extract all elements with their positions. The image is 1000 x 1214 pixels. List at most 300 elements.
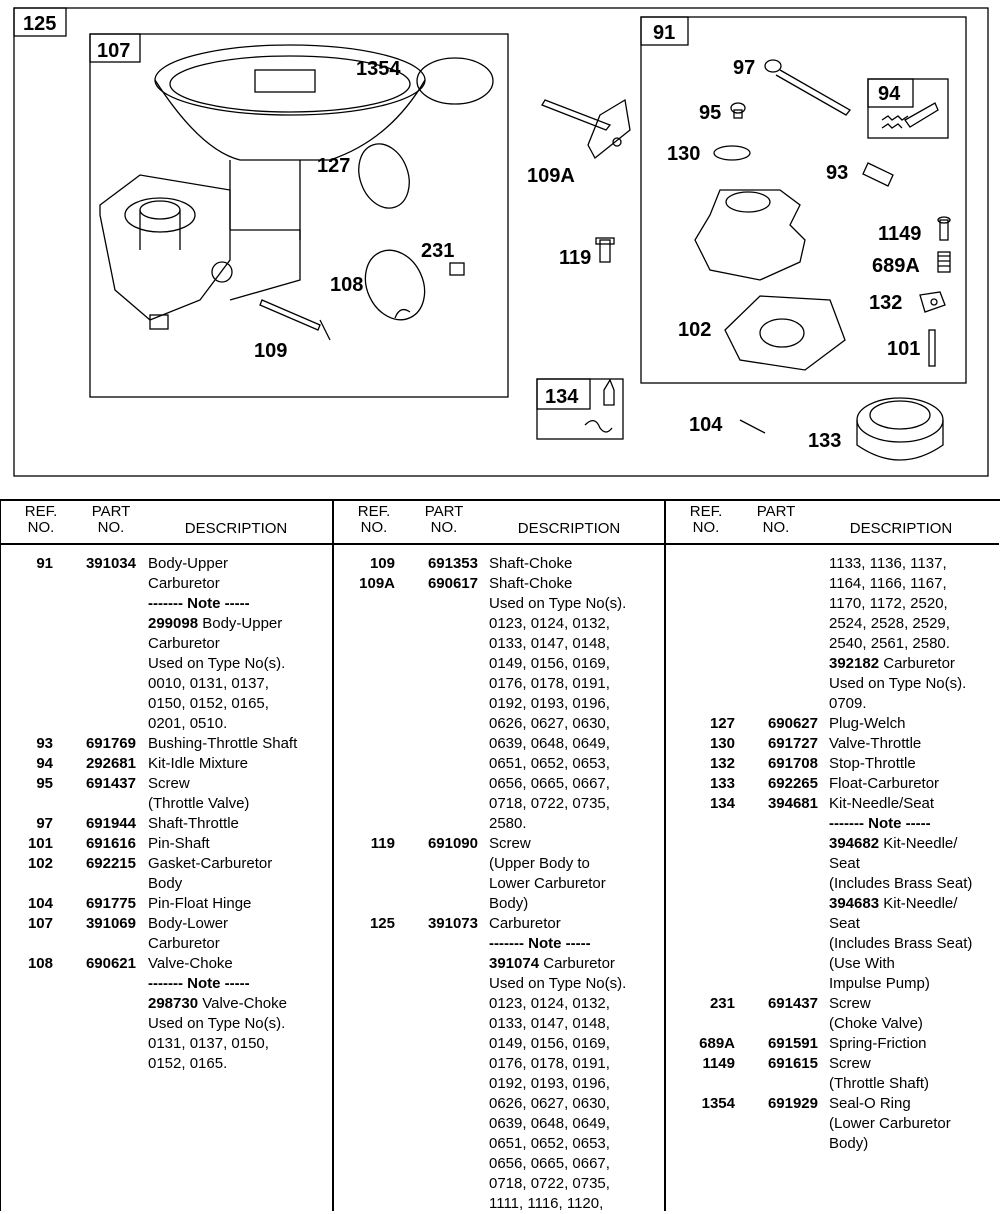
description-text: 0651, 0652, 0653,	[489, 755, 610, 772]
description-text: 0639, 0648, 0649,	[489, 735, 610, 752]
header-description: DESCRIPTION	[517, 520, 621, 537]
header-description: DESCRIPTION	[849, 520, 953, 537]
description-line	[489, 754, 610, 774]
description-text: Seat	[829, 915, 860, 932]
part-no: 692215	[85, 855, 136, 872]
description-text: Body-Upper	[148, 555, 229, 572]
callout-102: 102	[678, 319, 712, 341]
description-text: 2540, 2561, 2580.	[829, 635, 950, 652]
description-text: Carburetor	[148, 635, 220, 652]
part-no: 690621	[85, 955, 136, 972]
table-row	[334, 834, 664, 914]
description-line	[148, 634, 220, 654]
description-line	[148, 774, 190, 794]
description-text: 0201, 0510.	[148, 715, 228, 732]
description-text: (Throttle Shaft)	[829, 1075, 930, 1092]
assembly-125-frame	[14, 8, 988, 476]
description-line	[148, 954, 233, 974]
ref-no: 104	[27, 895, 53, 912]
callout-109a: 109A	[527, 165, 575, 187]
header-ref-no: REF. NO.	[689, 503, 723, 536]
description-text: Used on Type No(s).	[148, 655, 286, 672]
description-text: Carburetor	[148, 935, 220, 952]
description-text: 0626, 0627, 0630,	[489, 1095, 610, 1112]
description-text: 0718, 0722, 0735,	[489, 795, 610, 812]
description-text: Body)	[489, 895, 529, 912]
description-text: 0133, 0147, 0148,	[489, 1015, 610, 1032]
part-no: 691616	[85, 835, 136, 852]
table-row	[334, 914, 664, 1214]
ref-no: 91	[36, 555, 53, 572]
description-line	[489, 1154, 610, 1174]
description-line	[148, 614, 282, 634]
description-line	[489, 954, 615, 974]
column-header	[1, 501, 332, 545]
part-no: 691944	[85, 815, 136, 832]
part-no: 391034	[85, 555, 136, 572]
description-text: 0718, 0722, 0735,	[489, 1175, 610, 1192]
part-no: 691591	[767, 1035, 818, 1052]
description-text: Used on Type No(s).	[148, 1015, 286, 1032]
parts-column-2	[334, 501, 666, 1211]
part-no: 690627	[767, 715, 818, 732]
table-row	[666, 774, 999, 794]
description-text: 0123, 0124, 0132,	[489, 995, 610, 1012]
callout-133: 133	[808, 430, 842, 452]
callout-134: 134	[545, 386, 579, 408]
part-no: 391069	[85, 915, 136, 932]
description-line	[489, 974, 626, 994]
description-text: Used on Type No(s).	[489, 595, 627, 612]
table-row	[1, 774, 332, 814]
description-line	[148, 1054, 227, 1074]
part-no: 691437	[767, 995, 818, 1012]
description-line	[489, 1054, 610, 1074]
table-row	[666, 554, 999, 714]
description-line	[829, 814, 931, 834]
header-description: DESCRIPTION	[184, 520, 288, 537]
description-text: 0626, 0627, 0630,	[489, 715, 610, 732]
description-line	[148, 654, 285, 674]
description-line	[148, 754, 248, 774]
description-text: 0152, 0165.	[148, 1055, 228, 1072]
description-text: Kit-Idle Mixture	[148, 755, 249, 772]
description-line	[489, 934, 591, 954]
description-line	[829, 854, 860, 874]
ref-no: 134	[709, 795, 735, 812]
description-line	[148, 974, 250, 994]
description-text: (Includes Brass Seat)	[829, 935, 973, 952]
description-line	[829, 754, 916, 774]
table-row	[666, 794, 999, 994]
description-line	[489, 594, 626, 614]
screw-throttle-shaft-part	[938, 217, 950, 240]
description-line	[829, 1054, 871, 1074]
description-text: Kit-Needle/	[879, 895, 958, 912]
ref-no: 132	[709, 755, 735, 772]
description-text: Plug-Welch	[829, 715, 906, 732]
description-line	[148, 874, 182, 894]
table-row	[1, 814, 332, 834]
ref-no: 689A	[699, 1035, 735, 1052]
ref-no: 109	[369, 555, 395, 572]
description-text: Stop-Throttle	[829, 755, 916, 772]
description-text: Screw	[489, 835, 531, 852]
callout-127: 127	[317, 155, 351, 177]
description-line	[829, 554, 947, 574]
description-text: (Choke Valve)	[829, 1015, 923, 1032]
callout-94: 94	[878, 83, 901, 105]
description-line	[829, 714, 905, 734]
description-line	[489, 854, 590, 874]
header-ref-no: REF. NO.	[24, 503, 58, 536]
description-text: 0656, 0665, 0667,	[489, 1155, 610, 1172]
exploded-parts-diagram	[0, 0, 1000, 490]
description-text: Carburetor	[879, 655, 955, 672]
description-text: Spring-Friction	[829, 1035, 927, 1052]
description-text: Valve-Throttle	[829, 735, 922, 752]
ref-no: 95	[36, 775, 53, 792]
bold-part-ref: 298730	[148, 995, 199, 1012]
description-line	[489, 834, 531, 854]
choke-shaft-109a-part	[542, 100, 630, 158]
choke-shaft-part	[260, 300, 330, 340]
table-row	[666, 1094, 999, 1154]
description-line	[489, 694, 610, 714]
description-line	[829, 674, 966, 694]
description-line	[829, 934, 972, 954]
description-line	[829, 834, 957, 854]
part-no: 691929	[767, 1095, 818, 1112]
description-text: Kit-Needle/	[879, 835, 958, 852]
description-text: Float-Carburetor	[829, 775, 940, 792]
bold-part-ref: ------- Note -----	[148, 595, 250, 612]
callout-108: 108	[330, 274, 364, 296]
callout-132: 132	[869, 292, 903, 314]
description-line	[489, 634, 610, 654]
description-text: Shaft-Throttle	[148, 815, 239, 832]
bold-part-ref: ------- Note -----	[489, 935, 591, 952]
description-line	[829, 594, 948, 614]
bold-part-ref: 394683	[829, 895, 880, 912]
description-text: Screw	[148, 775, 190, 792]
ref-no: 1149	[702, 1055, 735, 1072]
needle-seat-kit-part	[585, 380, 614, 432]
plug-welch-part	[350, 137, 418, 215]
callout-101: 101	[887, 338, 921, 360]
table-row	[666, 1054, 999, 1094]
header-ref-no: REF. NO.	[357, 503, 391, 536]
description-text: Used on Type No(s).	[489, 975, 627, 992]
description-text: Used on Type No(s).	[829, 675, 967, 692]
description-text: 0133, 0147, 0148,	[489, 635, 610, 652]
description-line	[148, 854, 272, 874]
description-text: 0192, 0193, 0196,	[489, 1075, 610, 1092]
description-line	[489, 774, 610, 794]
description-line	[148, 714, 227, 734]
ref-no: 109A	[359, 575, 395, 592]
description-line	[829, 1034, 927, 1054]
description-line	[489, 894, 528, 914]
callout-125: 125	[23, 13, 57, 35]
upper-carburetor-body-part	[695, 190, 805, 280]
description-line	[489, 1194, 603, 1214]
bold-part-ref: 391074	[489, 955, 540, 972]
description-text: 1170, 1172, 2520,	[829, 595, 948, 612]
description-line	[489, 1174, 610, 1194]
description-text: 1133, 1136, 1137,	[829, 555, 947, 572]
description-text: 0709.	[829, 695, 867, 712]
ref-no: 94	[36, 755, 53, 772]
parts-list-table	[0, 499, 1000, 1211]
description-line	[489, 574, 572, 594]
part-no: 394681	[767, 795, 818, 812]
description-line	[829, 1114, 951, 1134]
description-text: Carburetor	[148, 575, 220, 592]
description-line	[829, 1134, 868, 1154]
description-line	[829, 774, 939, 794]
column-header	[666, 501, 999, 545]
description-text: 0149, 0156, 0169,	[489, 655, 610, 672]
part-no: 391073	[427, 915, 478, 932]
ref-no: 93	[36, 735, 53, 752]
table-row	[666, 994, 999, 1034]
description-text: Shaft-Choke	[489, 555, 573, 572]
description-line	[829, 614, 950, 634]
description-text: Valve-Choke	[148, 955, 233, 972]
screw-choke-valve-part	[450, 263, 464, 275]
part-no: 691090	[427, 835, 478, 852]
description-text: Seal-O Ring	[829, 1095, 911, 1112]
description-line	[489, 614, 610, 634]
description-text: Body)	[829, 1135, 869, 1152]
bold-part-ref: 392182	[829, 655, 880, 672]
description-line	[148, 934, 220, 954]
column-header	[334, 501, 664, 545]
description-text: Body-Upper	[198, 615, 283, 632]
ref-no: 125	[369, 915, 395, 932]
gasket-part	[725, 296, 845, 370]
description-text: 1164, 1166, 1167,	[829, 575, 947, 592]
throttle-valve-part	[714, 146, 750, 160]
description-text: 0651, 0652, 0653,	[489, 1135, 610, 1152]
table-row	[666, 714, 999, 734]
description-text: (Includes Brass Seat)	[829, 875, 973, 892]
callout-231: 231	[421, 240, 455, 262]
float-part	[857, 398, 943, 460]
ref-no: 101	[27, 835, 53, 852]
description-text: 0176, 0178, 0191,	[489, 1055, 610, 1072]
description-line	[489, 714, 610, 734]
description-text: (Lower Carburetor	[829, 1115, 951, 1132]
callout-119: 119	[559, 247, 592, 269]
seal-o-ring-part	[417, 58, 493, 104]
table-row	[334, 574, 664, 834]
description-line	[829, 794, 934, 814]
bold-part-ref: 299098	[148, 615, 199, 632]
description-line	[148, 1014, 285, 1034]
part-no: 690617	[427, 575, 478, 592]
description-line	[489, 1114, 610, 1134]
description-line	[829, 574, 947, 594]
callout-689a: 689A	[872, 255, 920, 277]
table-row	[334, 554, 664, 574]
description-text: Lower Carburetor	[489, 875, 606, 892]
bushing-throttle-shaft-part	[863, 163, 893, 186]
description-text: Pin-Float Hinge	[148, 895, 252, 912]
table-row	[1, 754, 332, 774]
callout-95: 95	[699, 102, 722, 124]
throttle-shaft-part	[765, 60, 850, 115]
description-line	[829, 994, 871, 1014]
description-line	[489, 1074, 610, 1094]
description-text: Carburetor	[539, 955, 615, 972]
description-line	[829, 634, 950, 654]
description-line	[489, 794, 610, 814]
callout-107: 107	[97, 40, 131, 62]
description-line	[489, 554, 572, 574]
ref-no: 231	[709, 995, 735, 1012]
description-text: Body-Lower	[148, 915, 229, 932]
description-text: Carburetor	[489, 915, 561, 932]
screw-throttle-valve-part	[731, 103, 745, 118]
pin-float-hinge-part	[740, 420, 765, 433]
throttle-stop-part	[920, 292, 945, 312]
description-text: (Throttle Valve)	[148, 795, 250, 812]
description-text: Seat	[829, 855, 860, 872]
description-text: Pin-Shaft	[148, 835, 210, 852]
header-part-no: PART NO.	[91, 503, 131, 536]
description-line	[489, 814, 527, 834]
table-row	[1, 834, 332, 854]
table-row	[1, 734, 332, 754]
description-line	[829, 974, 930, 994]
table-row	[666, 734, 999, 754]
part-no: 691353	[427, 555, 478, 572]
ref-no: 127	[709, 715, 735, 732]
part-no: 691769	[85, 735, 136, 752]
part-no: 691615	[767, 1055, 818, 1072]
description-line	[148, 894, 251, 914]
table-row	[666, 1034, 999, 1054]
callout-97: 97	[733, 57, 756, 79]
header-part-no: PART NO.	[424, 503, 464, 536]
description-line	[489, 674, 610, 694]
description-line	[489, 1094, 610, 1114]
callout-91: 91	[653, 22, 676, 44]
parts-column-1	[1, 501, 334, 1211]
part-no: 691775	[85, 895, 136, 912]
description-line	[829, 654, 955, 674]
description-line	[148, 574, 220, 594]
description-text: 1111, 1116, 1120,	[489, 1195, 604, 1212]
description-text: 2580.	[489, 815, 527, 832]
description-line	[829, 954, 895, 974]
description-line	[829, 694, 867, 714]
ref-no: 97	[36, 815, 53, 832]
description-text: 0149, 0156, 0169,	[489, 1035, 610, 1052]
callout-130: 130	[667, 143, 701, 165]
description-line	[829, 1014, 923, 1034]
callout-104: 104	[689, 414, 723, 436]
description-text: 0176, 0178, 0191,	[489, 675, 610, 692]
description-text: Body	[148, 875, 183, 892]
ref-no: 119	[370, 835, 395, 852]
description-line	[148, 694, 269, 714]
description-text: 2524, 2528, 2529,	[829, 615, 950, 632]
callout-1149: 1149	[878, 223, 922, 245]
pin-shaft-part	[929, 330, 935, 366]
bold-part-ref: ------- Note -----	[829, 815, 931, 832]
description-text: Kit-Needle/Seat	[829, 795, 935, 812]
description-line	[148, 914, 228, 934]
description-line	[489, 1134, 610, 1154]
description-line	[489, 874, 606, 894]
description-text: 0150, 0152, 0165,	[148, 695, 269, 712]
bold-part-ref: ------- Note -----	[148, 975, 250, 992]
description-line	[829, 914, 860, 934]
description-line	[829, 894, 957, 914]
table-row	[1, 554, 332, 734]
table-row	[1, 914, 332, 954]
table-row	[1, 954, 332, 1074]
description-line	[489, 994, 610, 1014]
ref-no: 1354	[701, 1095, 735, 1112]
description-line	[148, 554, 228, 574]
ref-no: 102	[27, 855, 53, 872]
description-line	[829, 1074, 929, 1094]
description-line	[489, 1014, 610, 1034]
bold-part-ref: 394682	[829, 835, 880, 852]
description-text: 0010, 0131, 0137,	[148, 675, 269, 692]
description-line	[489, 654, 610, 674]
description-text: Bushing-Throttle Shaft	[148, 735, 298, 752]
description-line	[489, 734, 610, 754]
description-text: Impulse Pump)	[829, 975, 930, 992]
description-line	[489, 1034, 610, 1054]
description-text: 0123, 0124, 0132,	[489, 615, 610, 632]
description-line	[148, 1034, 269, 1054]
description-text: 0192, 0193, 0196,	[489, 695, 610, 712]
lower-carburetor-body-part	[100, 45, 425, 329]
description-line	[489, 914, 561, 934]
description-line	[829, 734, 921, 754]
description-text: 0639, 0648, 0649,	[489, 1115, 610, 1132]
callout-1354: 1354	[356, 58, 401, 80]
ref-no: 130	[709, 735, 735, 752]
description-line	[148, 734, 297, 754]
part-no: 691708	[767, 755, 818, 772]
description-text: 0131, 0137, 0150,	[148, 1035, 269, 1052]
part-no: 691727	[767, 735, 818, 752]
ref-no: 108	[27, 955, 53, 972]
table-row	[1, 854, 332, 894]
part-no: 692265	[767, 775, 818, 792]
description-text: Valve-Choke	[198, 995, 287, 1012]
description-line	[829, 874, 972, 894]
description-line	[148, 674, 269, 694]
group-107-frame	[90, 34, 508, 397]
description-line	[148, 834, 210, 854]
parts-column-3	[666, 501, 999, 1211]
part-no: 292681	[85, 755, 136, 772]
screw-upper-body-part	[596, 238, 614, 262]
spring-friction-part	[938, 252, 950, 272]
callout-93: 93	[826, 162, 849, 184]
header-part-no: PART NO.	[756, 503, 796, 536]
description-line	[148, 794, 249, 814]
part-no: 691437	[85, 775, 136, 792]
